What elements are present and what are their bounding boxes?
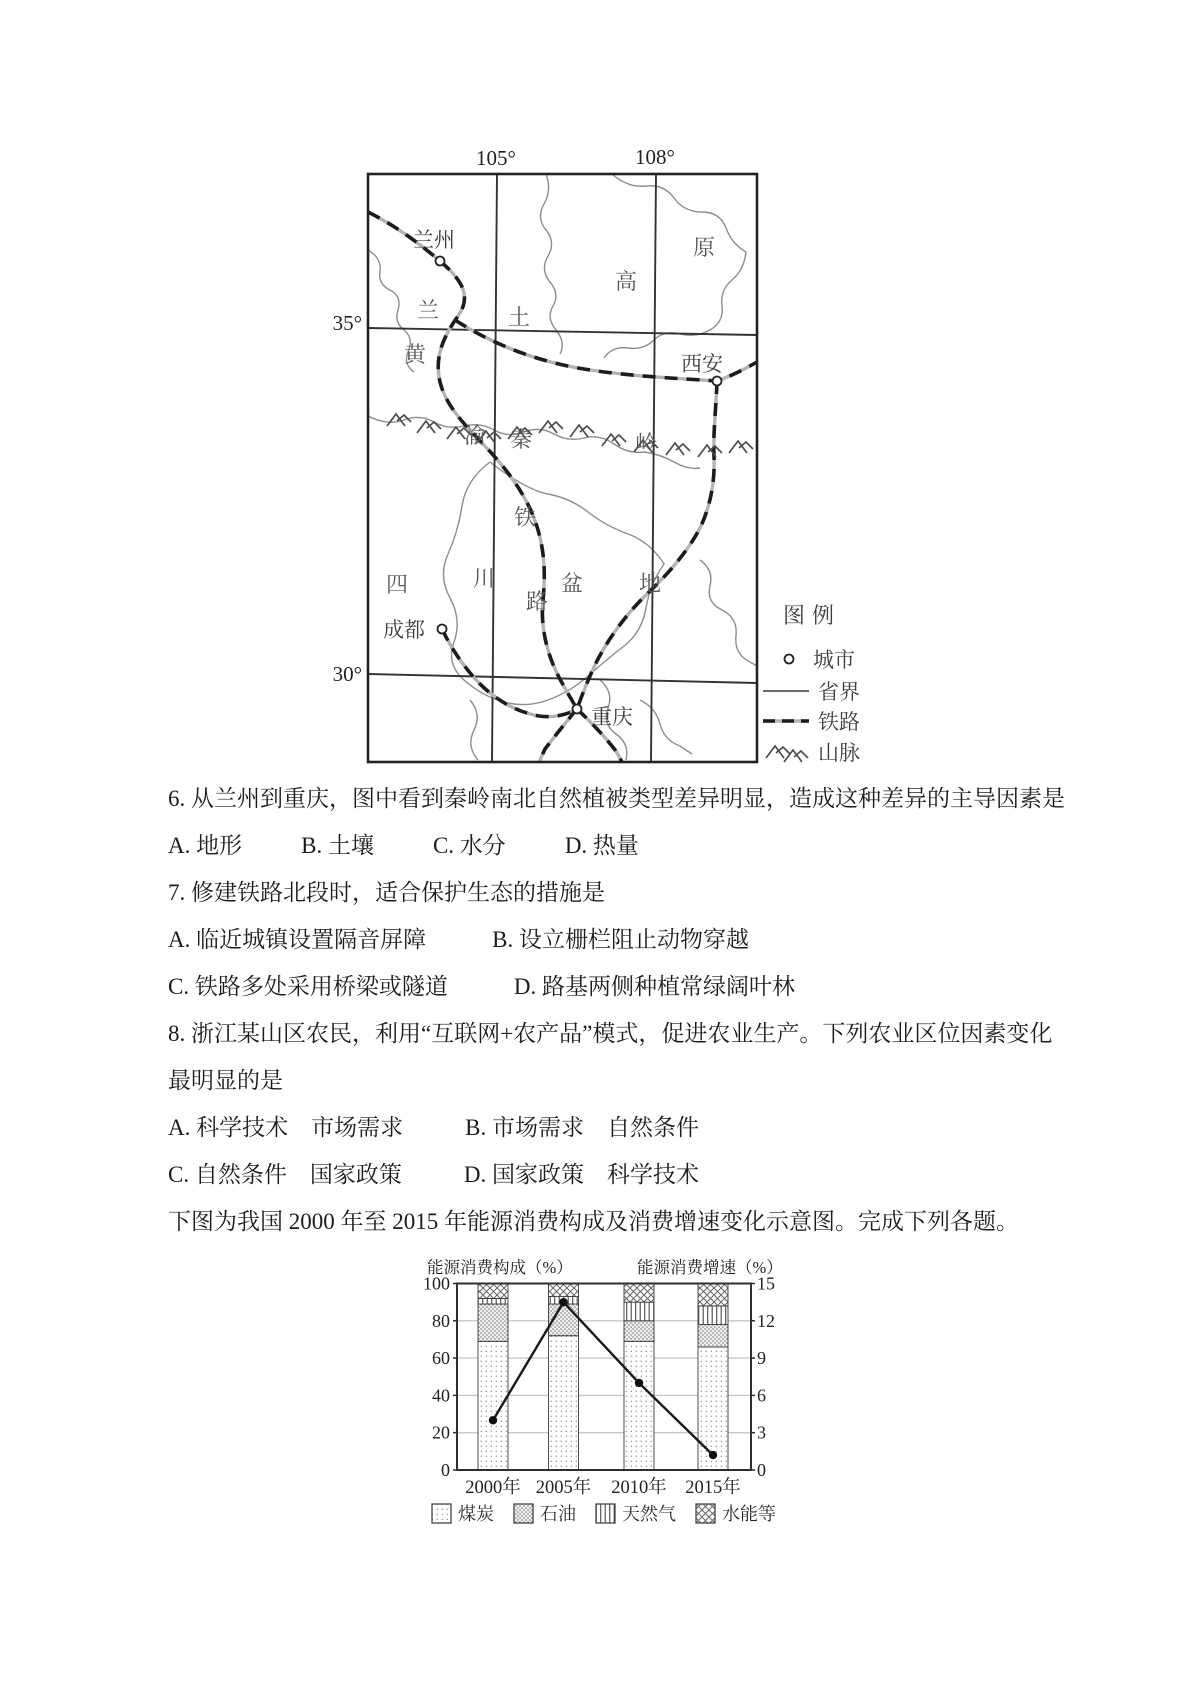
svg-text:高: 高 — [615, 269, 638, 294]
energy-chart-svg — [385, 1250, 795, 1542]
svg-text:路: 路 — [526, 589, 549, 614]
q6-option-a: A. 地形 — [168, 833, 243, 858]
gas-label: 天然气 — [622, 1504, 676, 1524]
left-axis-title: 能源消费构成（%） — [427, 1258, 573, 1277]
svg-text:0: 0 — [441, 1460, 450, 1480]
svg-text:秦: 秦 — [510, 427, 533, 452]
legend-city-icon — [785, 655, 794, 664]
lon-label-105: 105° — [476, 146, 516, 170]
svg-text:0: 0 — [757, 1460, 766, 1480]
mountain-range-qinling — [387, 414, 753, 457]
chart-legend-item-coal — [431, 1500, 494, 1526]
svg-text:12: 12 — [757, 1310, 775, 1331]
hydro-label: 水能等 — [722, 1504, 776, 1524]
q8-option-a: A. 科学技术 市场需求 — [168, 1115, 404, 1140]
parallel-35 — [368, 328, 757, 335]
city-marker-lanzhou — [436, 257, 445, 266]
oil-swatch-icon — [513, 1503, 534, 1524]
energy-chart-figure — [385, 1250, 795, 1542]
chart-bars — [478, 1284, 728, 1471]
q6-stem: 6. 从兰州到重庆，图中看到秦岭南北自然植被类型差异明显，造成这种差异的主导因素是 — [168, 786, 1065, 811]
q7-option-c: C. 铁路多处采用桥梁或隧道 — [168, 974, 448, 999]
chart-legend — [431, 1500, 776, 1526]
svg-text:铁: 铁 — [514, 505, 537, 530]
svg-text:2000年: 2000年 — [465, 1478, 521, 1498]
city-label-chongqing: 重庆 — [591, 705, 633, 729]
q8-option-d: D. 国家政策 科学技术 — [463, 1162, 699, 1187]
chart-intro-text: 下图为我国 2000 年至 2015 年能源消费构成及消费增速变化示意图。完成下列各题。 — [168, 1209, 1019, 1234]
map-svg — [330, 135, 875, 775]
oil-label: 石油 — [540, 1504, 576, 1524]
svg-text:15: 15 — [757, 1273, 775, 1294]
chart-x-labels — [465, 1476, 741, 1498]
question-block — [168, 775, 1180, 1245]
svg-text:黄: 黄 — [404, 342, 427, 367]
coal-swatch-icon — [431, 1503, 452, 1524]
q8-options-row2 — [168, 1151, 1180, 1198]
legend-railway-label: 铁路 — [818, 710, 860, 734]
legend-mountain-label: 山脉 — [818, 741, 860, 765]
svg-text:兰: 兰 — [417, 298, 440, 323]
meridian-105 — [492, 174, 497, 762]
svg-text:2005年: 2005年 — [535, 1478, 592, 1498]
hydro-swatch-icon — [695, 1503, 716, 1524]
svg-text:3: 3 — [757, 1422, 766, 1443]
lat-label-30: 30° — [332, 662, 362, 686]
svg-text:2010年: 2010年 — [611, 1478, 667, 1498]
q8-option-b: B. 市场需求 自然条件 — [465, 1115, 699, 1140]
city-markers — [436, 257, 722, 714]
svg-text:四: 四 — [386, 572, 409, 597]
coal-label: 煤炭 — [458, 1504, 494, 1524]
svg-text:川: 川 — [473, 566, 496, 591]
svg-text:土: 土 — [508, 305, 531, 330]
svg-text:100: 100 — [423, 1273, 450, 1294]
q7-stem: 7. 修建铁路北段时，适合保护生态的措施是 — [168, 880, 605, 905]
q8-options-row1 — [168, 1104, 1180, 1151]
q8-option-c: C. 自然条件 国家政策 — [168, 1162, 402, 1187]
q8-stem-line1: 8. 浙江某山区农民，利用“互联网+农产品”模式，促进农业生产。下列农业区位因素变化 — [168, 1021, 1053, 1046]
chart-legend-item-gas — [595, 1500, 676, 1526]
q6-options — [168, 822, 1180, 869]
meridian-108 — [651, 174, 656, 762]
legend-province-border-label: 省界 — [818, 680, 860, 704]
svg-text:地: 地 — [639, 571, 662, 596]
chart-legend-item-oil — [513, 1500, 576, 1526]
svg-text:渝: 渝 — [464, 423, 487, 448]
svg-text:40: 40 — [432, 1385, 450, 1406]
railways — [368, 212, 757, 762]
lat-label-35: 35° — [332, 311, 362, 335]
sichuan-basin-label — [386, 566, 661, 597]
svg-text:80: 80 — [432, 1310, 450, 1331]
city-label-chengdu: 成都 — [383, 618, 425, 642]
lon-label-108: 108° — [635, 145, 675, 169]
q7-options-row2 — [168, 963, 1180, 1010]
q8-stem-line2: 最明显的是 — [168, 1068, 283, 1093]
svg-text:2015年: 2015年 — [685, 1478, 741, 1498]
q6-option-d: D. 热量 — [564, 833, 639, 858]
svg-text:20: 20 — [432, 1422, 450, 1443]
q6-option-c: C. 水分 — [432, 833, 506, 858]
map-legend-title: 图例 — [783, 603, 842, 628]
q7-options-row1 — [168, 916, 1180, 963]
svg-text:6: 6 — [757, 1385, 766, 1406]
chart-line-series — [489, 1298, 717, 1459]
city-label-lanzhou: 兰州 — [413, 228, 455, 252]
city-marker-xian — [713, 377, 722, 386]
map-figure — [330, 135, 875, 775]
legend-city-label: 城市 — [813, 648, 855, 672]
city-marker-chengdu — [438, 625, 447, 634]
svg-text:原: 原 — [693, 235, 716, 260]
gas-swatch-icon — [595, 1503, 616, 1524]
loess-plateau-label — [404, 235, 715, 367]
q7-option-a: A. 临近城镇设置隔音屏障 — [168, 927, 427, 952]
city-marker-chongqing — [573, 705, 582, 714]
right-axis-title: 能源消费增速（%） — [637, 1258, 783, 1277]
city-label-xian: 西安 — [681, 352, 723, 376]
q7-option-d: D. 路基两侧种植常绿阔叶林 — [513, 974, 795, 999]
q7-option-b: B. 设立栅栏阻止动物穿越 — [492, 927, 749, 952]
legend-mountain-icon — [766, 746, 808, 762]
svg-text:60: 60 — [432, 1348, 450, 1369]
svg-text:9: 9 — [757, 1348, 766, 1369]
map-legend — [763, 603, 860, 765]
svg-text:盆: 盆 — [561, 571, 584, 596]
svg-text:岭: 岭 — [635, 431, 658, 456]
q6-option-b: B. 土壤 — [301, 833, 374, 858]
province-borders — [368, 174, 757, 760]
chart-legend-item-hydro — [695, 1500, 776, 1526]
